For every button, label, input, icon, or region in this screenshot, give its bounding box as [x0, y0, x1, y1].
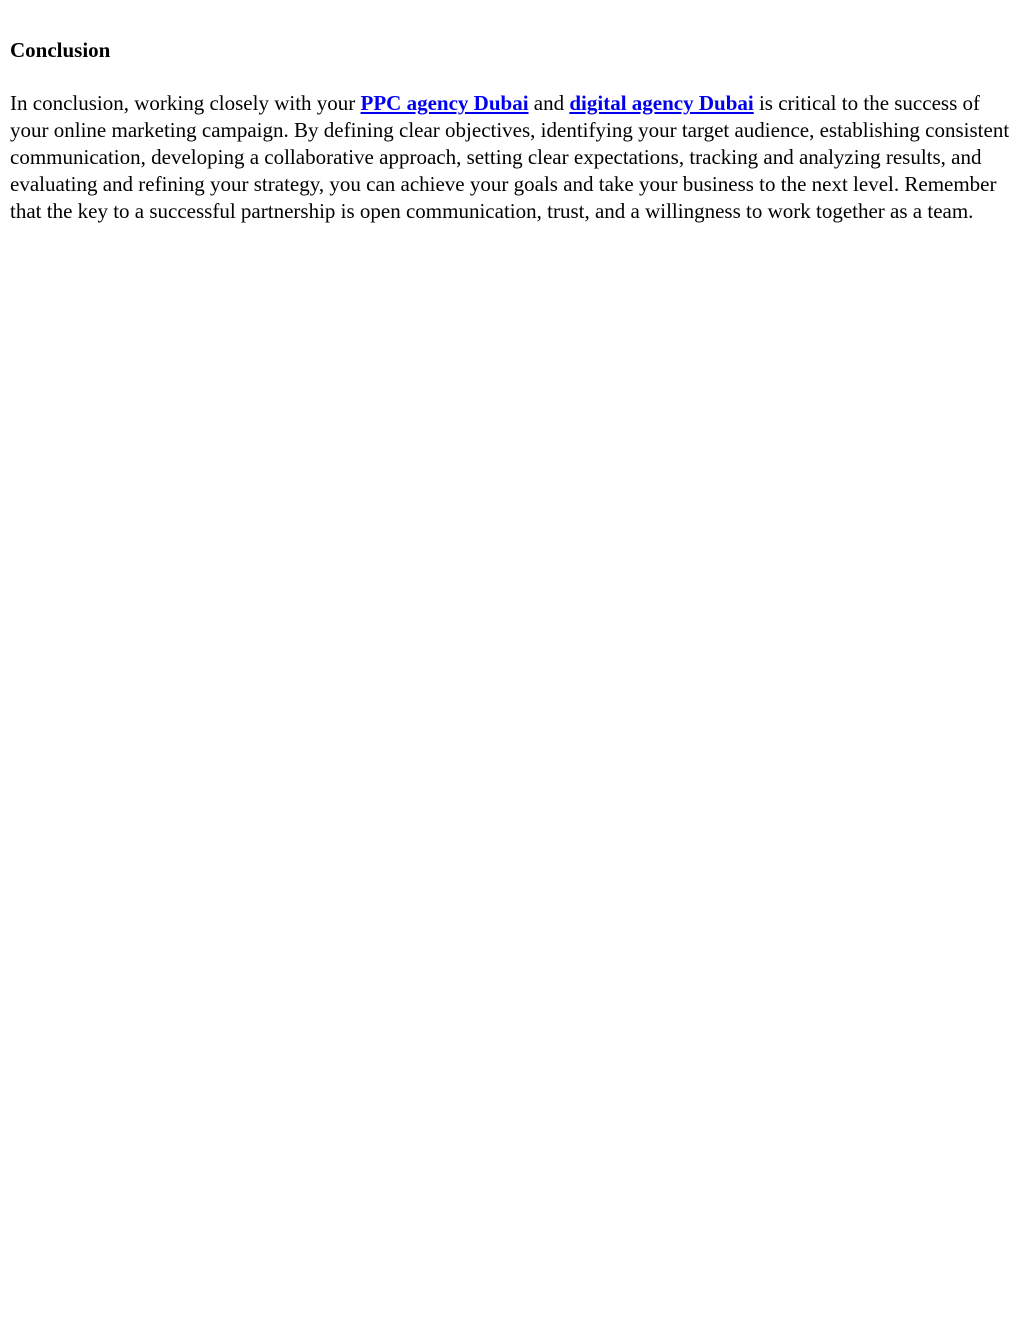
paragraph-text-intro: In conclusion, working closely with your	[10, 91, 361, 115]
digital-agency-dubai-link[interactable]: digital agency Dubai	[569, 91, 754, 115]
paragraph-text-conjunction: and	[528, 91, 570, 115]
ppc-agency-dubai-link[interactable]: PPC agency Dubai	[360, 91, 529, 115]
section-heading: Conclusion	[10, 38, 111, 62]
paragraph-text-body: is critical to the success of your online marketing campaign. By defining clear objectives, identifying your target audience, establishing consistent communication, developing a collaborative approach, setting clear expectations, tracking and analyzing results, and evaluating and refining your strategy, you can achieve your goals and take your business to the next level. Remember that the key to a successful partnership is open communication, trust, and a willingness to work together as a team.	[10, 91, 1010, 223]
conclusion-paragraph	[10, 90, 1014, 225]
